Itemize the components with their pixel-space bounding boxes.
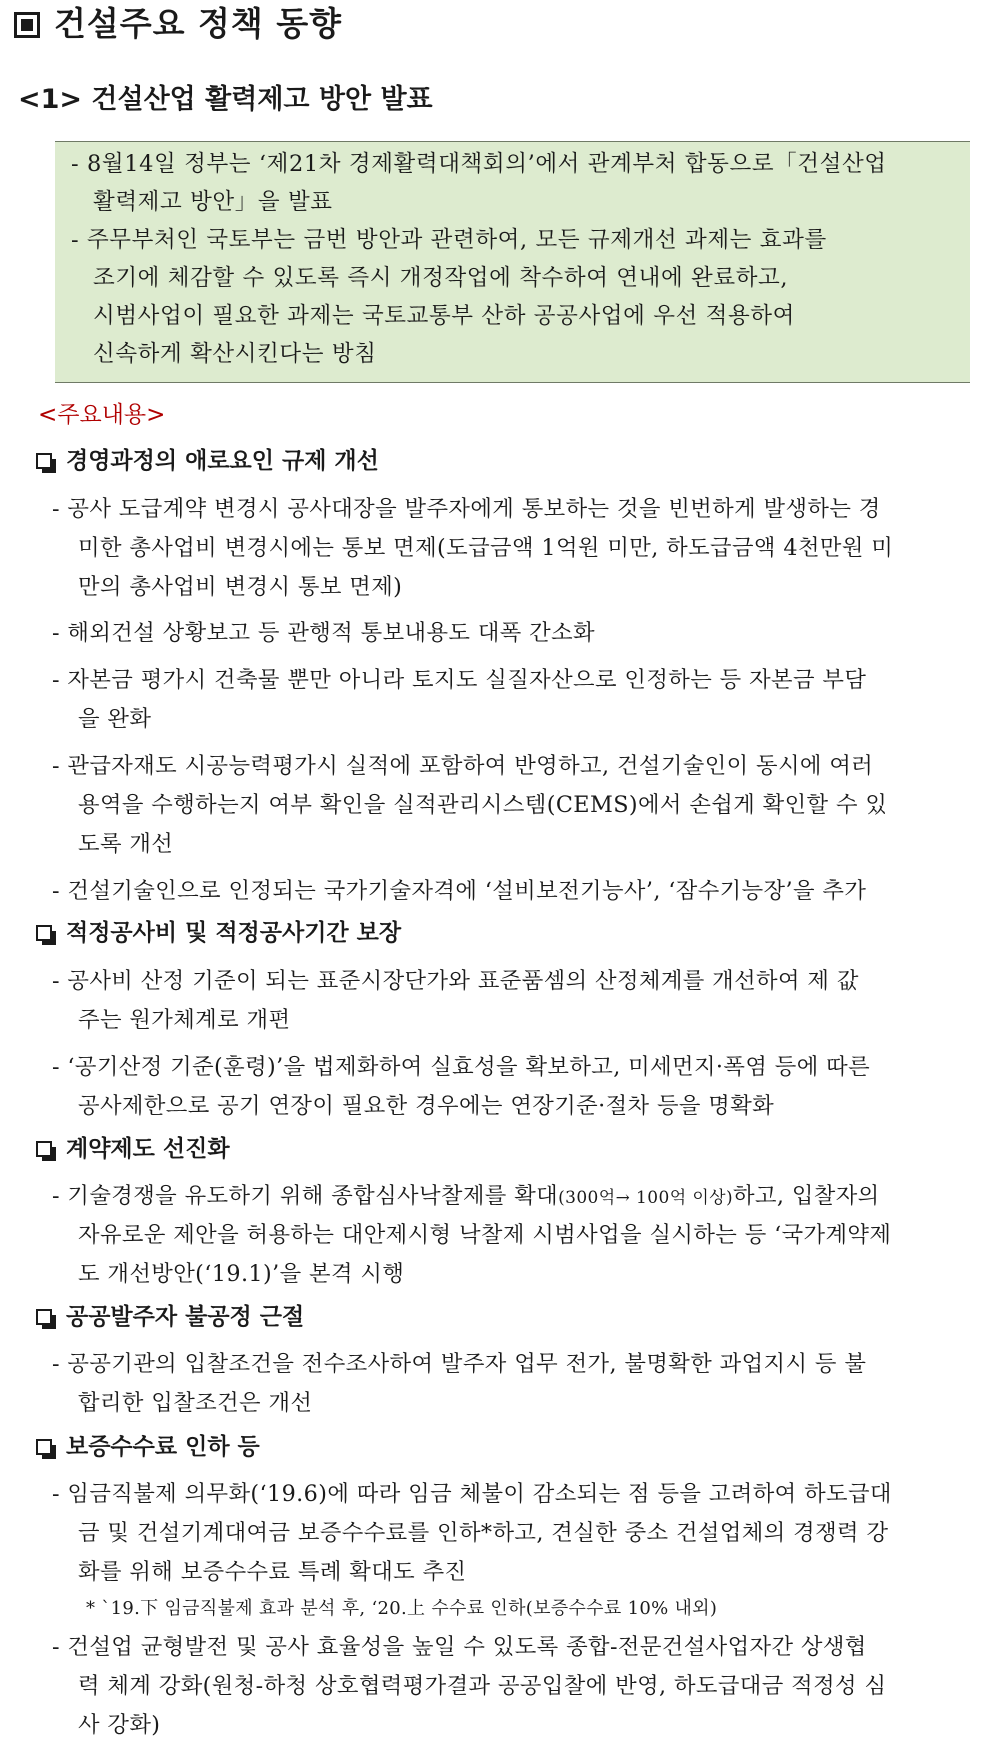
body-line: 금 및 건설기계대여금 보증수수료를 인하*하고, 견실한 중소 건설업체의 경쟁력 강: [78, 1520, 889, 1546]
sub-heading-text: 계약제도 선진화: [66, 1136, 230, 1162]
body-line: - 자본금 평가시 건축물 뿐만 아니라 토지도 실질자산으로 인정하는 등 자본금 부담: [52, 667, 867, 693]
summary-line: 조기에 체감할 수 있도록 즉시 개정작업에 착수하여 연내에 완료하고,: [93, 265, 789, 291]
body-line: - 공사 도급계약 변경시 공사대장을 발주자에게 통보하는 것을 빈번하게 발생하는 경: [52, 496, 881, 522]
sub-heading-text: 공공발주자 불공정 근절: [66, 1304, 305, 1330]
page-title-text: 건설주요 정책 동향: [54, 4, 343, 43]
body-line: 만의 총사업비 변경시 통보 면제): [78, 574, 403, 600]
checkbox-icon: [36, 925, 52, 941]
body-line: 공사제한으로 공기 연장이 필요한 경우에는 연장기준·절차 등을 명확화: [78, 1093, 775, 1119]
body-line: 사 강화): [78, 1712, 161, 1738]
checkbox-icon: [36, 1141, 52, 1157]
section-title: <1> 건설산업 활력제고 방안 발표: [18, 84, 433, 115]
summary-line: - 8월14일 정부는 ‘제21차 경제활력대책회의’에서 관계부처 합동으로「건설산업: [71, 151, 887, 177]
body-line: - ‘공기산정 기준(훈령)’을 법제화하여 실효성을 확보하고, 미세먼지·폭염 등에 따른: [52, 1054, 871, 1080]
checkbox-icon: [36, 1309, 52, 1325]
body-line-part: - 기술경쟁을 유도하기 위해 종합심사낙찰제를 확대: [52, 1183, 559, 1209]
body-line: 미한 총사업비 변경시에는 통보 면제(도급금액 1억원 미만, 하도급금액 4천만원 미: [78, 535, 894, 561]
sub-heading-text: 경영과정의 애로요인 규제 개선: [66, 448, 379, 474]
body-line: - 건설기술인으로 인정되는 국가기술자격에 ‘설비보전기능사’, ‘잠수기능장’을 추가: [52, 878, 867, 904]
sub-heading: [36, 1428, 260, 1466]
body-line: 용역을 수행하는지 여부 확인을 실적관리시스템(CEMS)에서 손쉽게 확인할 수 있: [78, 792, 888, 818]
body-line: - 공공기관의 입찰조건을 전수조사하여 발주자 업무 전가, 불명확한 과업지시 등 불: [52, 1351, 867, 1377]
summary-box: [55, 141, 970, 383]
sub-heading: [36, 1298, 304, 1336]
filled-square-icon: [14, 12, 40, 38]
body-line: 주는 원가체계로 개편: [78, 1007, 291, 1033]
sub-heading: [36, 442, 379, 480]
footnote: * `19.下 임금직불제 효과 분석 후, ‘20.上 수수료 인하(보증수수료 10% 내외): [86, 1598, 718, 1619]
summary-line: 시범사업이 필요한 과제는 국토교통부 산하 공공사업에 우선 적용하여: [93, 303, 795, 329]
sub-heading-text: 적정공사비 및 적정공사기간 보장: [66, 920, 402, 946]
body-line: - 해외건설 상황보고 등 관행적 통보내용도 대폭 간소화: [52, 620, 596, 646]
body-line: 력 체계 강화(원청-하청 상호협력평가결과 공공입찰에 반영, 하도급대금 적정성 심: [78, 1673, 887, 1699]
body-line: [52, 1177, 880, 1217]
sub-heading: [36, 1130, 230, 1168]
body-line-part: 하고, 입찰자의: [733, 1183, 880, 1209]
body-line: 합리한 입찰조건은 개선: [78, 1390, 313, 1416]
summary-line: 활력제고 방안」을 발표: [93, 189, 333, 215]
key-contents-label: <주요내용>: [38, 402, 166, 428]
summary-line: 신속하게 확산시킨다는 방침: [93, 341, 377, 367]
summary-line: - 주무부처인 국토부는 금번 방안과 관련하여, 모든 규제개선 과제는 효과를: [71, 227, 827, 253]
threshold-note: (300억→ 100억 이상): [558, 1188, 733, 1208]
body-line: 을 완화: [78, 706, 152, 732]
body-line: - 관급자재도 시공능력평가시 실적에 포함하여 반영하고, 건설기술인이 동시에 여러: [52, 753, 874, 779]
body-line: 화를 위해 보증수수료 특례 확대도 추진: [78, 1559, 467, 1585]
page-title: [14, 2, 342, 46]
body-line: - 임금직불제 의무화(‘19.6)에 따라 임금 체불이 감소되는 점 등을 고려하여 하도급대: [52, 1481, 892, 1507]
body-line: 도록 개선: [78, 831, 174, 857]
body-line: - 건설업 균형발전 및 공사 효율성을 높일 수 있도록 종합-전문건설사업자간 상생협: [52, 1634, 867, 1660]
body-line: 도 개선방안(‘19.1)’을 본격 시행: [78, 1261, 405, 1287]
checkbox-icon: [36, 1439, 52, 1455]
checkbox-icon: [36, 453, 52, 469]
body-line: 자유로운 제안을 허용하는 대안제시형 낙찰제 시범사업을 실시하는 등 ‘국가계약제: [78, 1222, 892, 1248]
sub-heading-text: 보증수수료 인하 등: [66, 1434, 260, 1460]
body-line: - 공사비 산정 기준이 되는 표준시장단가와 표준품셈의 산정체계를 개선하여 제 값: [52, 968, 859, 994]
sub-heading: [36, 914, 401, 952]
